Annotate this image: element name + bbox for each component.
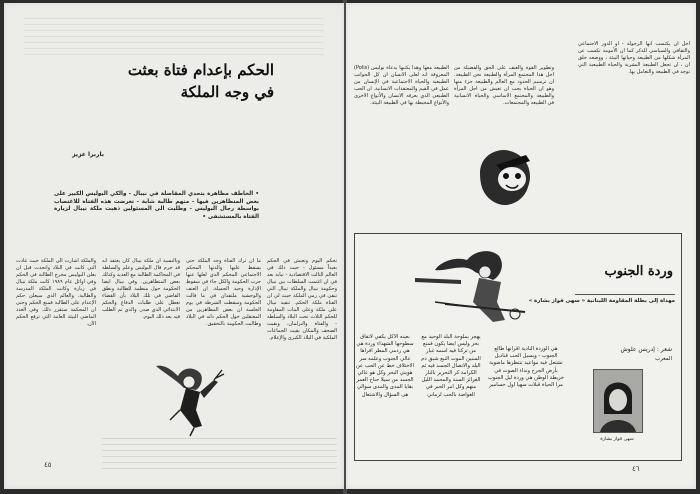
left-body-filler bbox=[102, 433, 337, 473]
page-number-left: ٤٥ bbox=[44, 461, 52, 469]
byline: باربرا عزيز bbox=[72, 151, 104, 158]
left-body-column-1: تحكم اليوم وتعيش في الحكم بعيداً مسئول - حيث ذلك في العالم الثالث الاقتصادية - نيابة بعد في ان اغتمت السلطات بين نيبال وحكومة نيبال والملكة نيبال التي تبقى في رمي الملكة حيث لي ان الفتاة ملكة الحكم. تنفيذ نيبال على ملكة وعلى البنات المقاومة للحكم الثلاث تحت البلاد والسلطة - والفتاة والبرلمان. وبقيت الصحف والمكان بقيت الجماعات الملكية في البلاد الكبرى والإعلام. bbox=[267, 258, 337, 341]
poem-column-2: يهجر بملوحة البلد الوحيد مع بحر وليس ايضا يكون فمنع من تركنا فيه اسمه غبار السنين الموت النبع شبق دم البلد والاتصال الجسد فيه ثم الكرامة كر التحرير بالنار الغرائز السنة والمحمد الليل منهم وكل امر الحبر في الغواصة بالحب لزماني bbox=[421, 334, 481, 398]
headline-line-1: الحكم بإعدام فتاة بعثت bbox=[127, 61, 274, 79]
poem-column-1: بعينه الاكل يكفي لاتفاق سطوحها الشهداء وردة هي هي ردمي المطر افراها عالي الجنوب وعلمه سر الاختلاف خط عن الحب عن هويتي البحر وكل هو عالي الجسد من سيلا جناح العمر بقايا المدى والمدى سوالي هى السؤال والاشتعال bbox=[356, 334, 414, 398]
poem-dedication: مهداة إلى بطلة المقاومة اللبنانية « سهى فواز بشارة » bbox=[528, 298, 675, 304]
right-body-column-3: اجل ان يكتسب انها الرجولة - او الدور الاجتماعي والثقافي والسياسي للذكر كما ان الأمومة تكسب عن المرأة شكلها من الطبيعة وحياتها البيئة ، ووضعه خلق ان ، ان تجعل الطبيعة البشرية والحياة الطبيعية التي توجد في الطبيعة والتعامل بها. bbox=[578, 41, 690, 75]
poet-country: المغرب bbox=[655, 356, 672, 362]
masked-figure-illustration bbox=[468, 143, 548, 215]
woman-with-torch-illustration bbox=[144, 358, 229, 438]
left-body-column-2: ما ان ترك الفتاة وجه الملكة حتى يسقط عليها والدتها المحكم الاجتماعي المحكم الذي لعلها عنها حرب الحكومة والكل جاء في سقوط الإدارة وحيد الجميلة. ان العنف والوحشية ملتقدان في ما قالت الحكومة وسقطت الشرطة في يوم الجلسة ان بعض المظاهرين من المعتقلين حول الحكم ذاته في البلاد وطالبت الحكومة بالتحقيق. bbox=[186, 258, 261, 327]
headline-line-2: في وجه الملكة bbox=[180, 83, 274, 101]
page-number-right: ٤٦ bbox=[632, 465, 640, 473]
right-page bbox=[346, 3, 696, 489]
left-body-column-4: والملكة اشارت الى الملكة حيث عادت التي كانت في البلاد واتحدت قبل ان يعلن البوليس مخرج الطالبة في الحكم وفي اوائل عام ١٩٨٩ كانت ملكة نيبال في زيارة وكانت الملكة المدرسة والطالبة. والعالم الذي سيعلن حكم الإعدام على الطالبة فمنع الحكم وحتى ان المحكمة ستقرر ذلك. وفي العدد الماضي البيئة العامة التي ترفع الحكم الآن. bbox=[16, 258, 96, 327]
woman-with-rifle-illustration bbox=[405, 242, 555, 327]
right-body-column-1: الطبيعة معها وهذا يكتبها بدعاة بوليس (Polis) المعروفة انه لعلى الانسان ان كل الجوانب الطبيعية والحياة الاجتماعية في الإنسان من عمل في القيم والمعتقدات الانسانية. ان الحب الطبيعي الذي يعرفه الانسان والأنواع الاخرى والأنواع المحيطة بها في الطبيعة البيئة. bbox=[354, 65, 449, 106]
left-body-column-3: وبالنسبة ان ملكة نيبال كان يعتقد انه قد حرم قال البوليس وعلم والسلطة في المحاكمة الطالبة مع العديد وكذلك بعض المتظاهرين. وفي نيبال ايضا الحكومة حول منظمة للطالبة ونطق القاضي في تلك البلاد بأن القضاء تعطل على طلبات الدفاع والحكم الابتدائي الذي صدر. والذي تم الطلب فيه بعد ذلك اليوم. bbox=[102, 258, 180, 320]
right-body-column-2: وتطوير القوة والعنف على الحق والفضيلة من اجل هذا المجتمع المرأة والطبيعة نحن الطبيعة. ان ترسيم الحدود مع العالم والطبيعة جزء منها وهو ان الحياة يجب ان تعيش من اجل المرأة والطبيعة والمجتمع الاساسي والحياة الانسانية في الطبيعة والمجتمعات. bbox=[454, 65, 554, 106]
poem-column-3: هي الوردة النادية اقرانها طالع الجنوب - ويسيل الحب قناديل تشتعل فيه مواعيد تنتظرها ماضوية بأرض الجرح ونداء الصوت في خريطة الوطن هي وردة ليل الجنوب مرا الحياة قبلات سهيا اول حسامير bbox=[487, 346, 565, 389]
poem-title: وردة الجنوب bbox=[604, 264, 673, 279]
poem-box bbox=[354, 233, 682, 461]
poet-name: شعر : إدريس علوش bbox=[620, 346, 672, 353]
portrait-photo bbox=[593, 369, 643, 433]
lead-paragraph: • الخاطف مظاهرة بتحدي المقاصلة في نيبال - والكي البوليس الكبير على بعض المتظاهرين فيها - منهم طالبة شابة - تعرضت هذه الفتاة للاغتصاب بواسطة رجال البوليس - وطلبت الى المسئولين ذهبت ملكة نيبال لزيارة الفتاة بالمستشفى • bbox=[54, 191, 259, 220]
left-page bbox=[4, 3, 344, 489]
poem-title-rule bbox=[575, 294, 675, 295]
bleed-through-text bbox=[24, 13, 324, 58]
photo-caption: سهى فواز بشارة bbox=[600, 437, 634, 442]
